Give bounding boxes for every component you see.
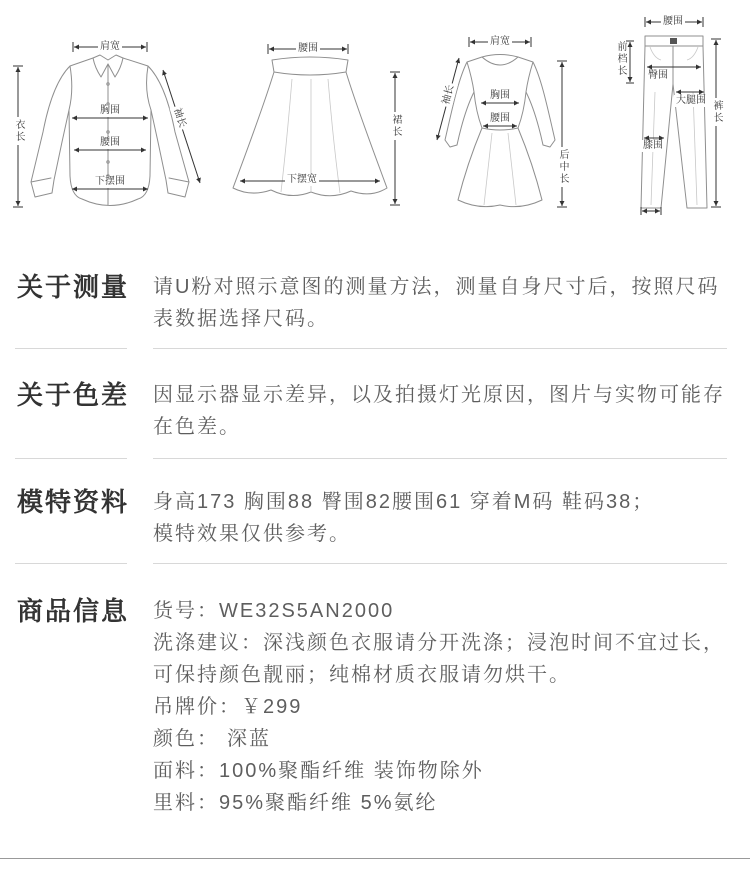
pants-waist-label: 腰围: [663, 16, 683, 27]
section-text: [153, 271, 743, 335]
pants-knee-label: 膝围: [643, 140, 663, 151]
dress-body: [458, 92, 542, 207]
divider-left: [15, 348, 127, 349]
section-measurement: [0, 271, 750, 330]
dress-neckline: [482, 55, 518, 66]
shirt-left-sleeve: [31, 58, 93, 197]
washing-value: 可保持颜色靓丽；纯棉材质衣服请勿烘干。: [153, 664, 571, 686]
section-color-difference: [0, 379, 750, 438]
pants-diagram: [626, 17, 721, 215]
divider-right: [153, 458, 727, 459]
divider-right: [153, 563, 727, 564]
dress-shoulder-label: 肩宽: [490, 36, 510, 47]
fabric-row: [153, 755, 743, 787]
section-heading: 模特资料: [17, 487, 130, 517]
skirt-length-label: 裙长: [390, 114, 401, 138]
shirt-waist-label: 腰围: [100, 137, 120, 148]
skirt-waistband: [272, 57, 348, 75]
dress-sleeve-label: 袖长: [440, 82, 458, 108]
text-line: 表数据选择尺码。: [153, 308, 329, 330]
dress-right-sleeve: [518, 57, 555, 147]
lining-row: [153, 787, 743, 819]
shirt-chest-label: 胸围: [100, 105, 120, 116]
text-line: 请U粉对照示意图的测量方法，测量自身尺寸后，按照尺码: [153, 276, 720, 298]
item-number-label: 货号：: [153, 600, 219, 622]
pants-right-leg: [673, 46, 707, 208]
section-text: [153, 595, 743, 819]
pants-front-rise-label: 前档长: [615, 41, 626, 77]
pants-hip-label: 臀围: [648, 70, 668, 81]
tag-price-row: [153, 691, 743, 723]
washing-value: 深浅颜色衣服请分开洗涤；浸泡时间不宜过长，: [263, 632, 725, 654]
pants-button: [670, 38, 677, 44]
section-heading: 关于测量: [17, 272, 130, 302]
color-row: [153, 723, 743, 755]
color-value: 深蓝: [227, 728, 271, 750]
tag-price-label: 吊牌价：: [153, 696, 241, 718]
section-product-info: [0, 595, 750, 814]
skirt-waist-label: 腰围: [298, 43, 318, 54]
washing-row-continued: [153, 659, 743, 691]
divider-left: [15, 458, 127, 459]
washing-label: 洗涤建议：: [153, 632, 263, 654]
text-line: 身高173 胸围88 臀围82腰围61 穿着M码 鞋码38；: [153, 491, 655, 513]
color-label: 颜色：: [153, 728, 219, 750]
item-number-value: WE32S5AN2000: [219, 600, 395, 622]
measurement-diagrams: [0, 0, 750, 225]
lining-value: 95%聚酯纤维 5%氨纶: [219, 792, 438, 814]
text-line: 模特效果仅供参考。: [153, 523, 351, 545]
text-line: 在色差。: [153, 416, 241, 438]
section-heading: 关于色差: [17, 380, 130, 410]
item-number-row: [153, 595, 743, 627]
dress-back-length-label: 后中长: [557, 149, 568, 185]
dress-chest-label: 胸围: [490, 90, 510, 101]
tag-price-value: ￥299: [241, 696, 303, 718]
section-text: [153, 486, 743, 550]
text-line: 因显示器显示差异，以及拍摄灯光原因，图片与实物可能存: [153, 384, 725, 406]
dress-folds: [484, 133, 516, 205]
dress-waist-label: 腰围: [490, 113, 510, 124]
shirt-shoulder-label: 肩宽: [100, 41, 120, 52]
shirt-length-label: 衣长: [13, 119, 24, 143]
fabric-value: 100%聚酯纤维 装饰物除外: [219, 760, 484, 782]
pants-thigh-label: 大腿围: [676, 95, 706, 106]
section-text: [153, 379, 743, 443]
section-model-info: [0, 486, 750, 545]
washing-row: [153, 627, 743, 659]
skirt-hem-label: 下摆宽: [287, 174, 317, 185]
lining-label: 里料：: [153, 792, 219, 814]
section-heading: 商品信息: [17, 596, 130, 626]
divider-right: [153, 348, 727, 349]
shirt-hem-label: 下摆围: [95, 176, 125, 187]
divider-left: [15, 563, 127, 564]
pants-length-label: 裤长: [711, 100, 722, 124]
shirt-sleeve-label: 袖长: [170, 105, 189, 132]
bottom-rule: [0, 858, 750, 859]
fabric-label: 面料：: [153, 760, 219, 782]
